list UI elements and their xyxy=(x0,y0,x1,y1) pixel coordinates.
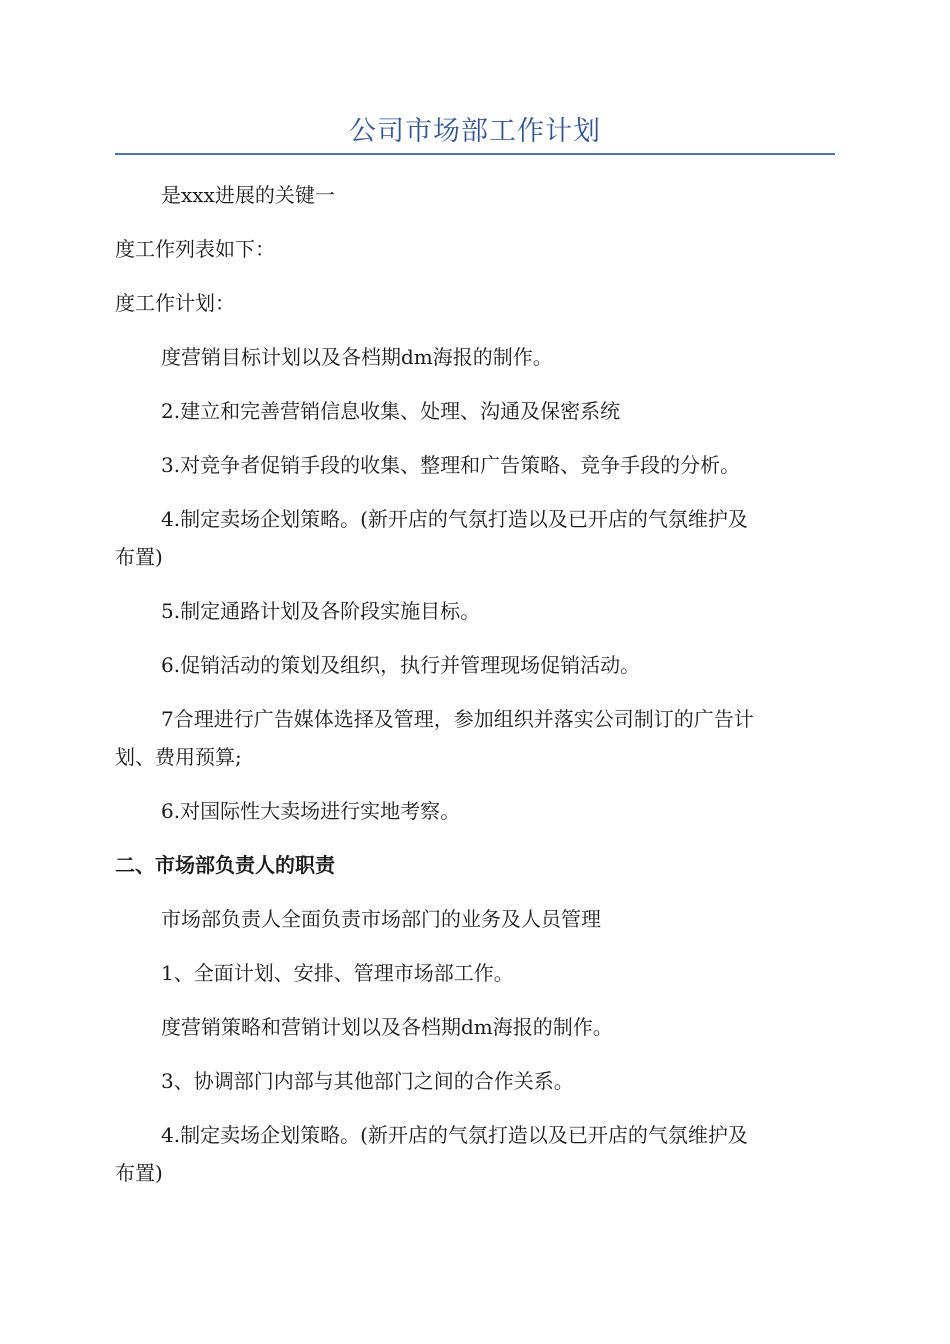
paragraph-7-line-1: 4.制定卖场企划策略。(新开店的气氛打造以及已开店的气氛维护及 xyxy=(161,507,748,531)
paragraph-15: 3、协调部门内部与其他部门之间的合作关系。 xyxy=(161,1069,574,1093)
document-title: 公司市场部工作计划 xyxy=(349,116,601,147)
paragraph-2: 度工作列表如下： xyxy=(115,237,275,261)
paragraph-12: 市场部负责人全面负责市场部门的业务及人员管理 xyxy=(161,907,601,931)
paragraph-1: 是xxx进展的关键一 xyxy=(161,183,335,207)
paragraph-16-line-2: 布置) xyxy=(115,1161,163,1185)
paragraph-7-line-2: 布置) xyxy=(115,545,163,569)
title-underline xyxy=(115,153,835,155)
paragraph-5: 2.建立和完善营销信息收集、处理、沟通及保密系统 xyxy=(161,399,621,423)
paragraph-3: 度工作计划： xyxy=(115,291,235,315)
paragraph-6: 3.对竞争者促销手段的收集、整理和广告策略、竞争手段的分析。 xyxy=(161,453,741,477)
paragraph-4: 度营销目标计划以及各档期dm海报的制作。 xyxy=(161,345,553,369)
section-heading: 二、市场部负责人的职责 xyxy=(115,853,335,877)
paragraph-10-line-1: 7合理进行广告媒体选择及管理，参加组织并落实公司制订的广告计 xyxy=(161,707,754,731)
paragraph-16-line-1: 4.制定卖场企划策略。(新开店的气氛打造以及已开店的气氛维护及 xyxy=(161,1123,748,1147)
paragraph-14: 度营销策略和营销计划以及各档期dm海报的制作。 xyxy=(161,1015,613,1039)
paragraph-10-line-2: 划、费用预算; xyxy=(115,745,242,769)
paragraph-8: 5.制定通路计划及各阶段实施目标。 xyxy=(161,599,481,623)
paragraph-13: 1、全面计划、安排、管理市场部工作。 xyxy=(161,961,514,985)
paragraph-9: 6.促销活动的策划及组织，执行并管理现场促销活动。 xyxy=(161,653,641,677)
paragraph-11: 6.对国际性大卖场进行实地考察。 xyxy=(161,799,461,823)
